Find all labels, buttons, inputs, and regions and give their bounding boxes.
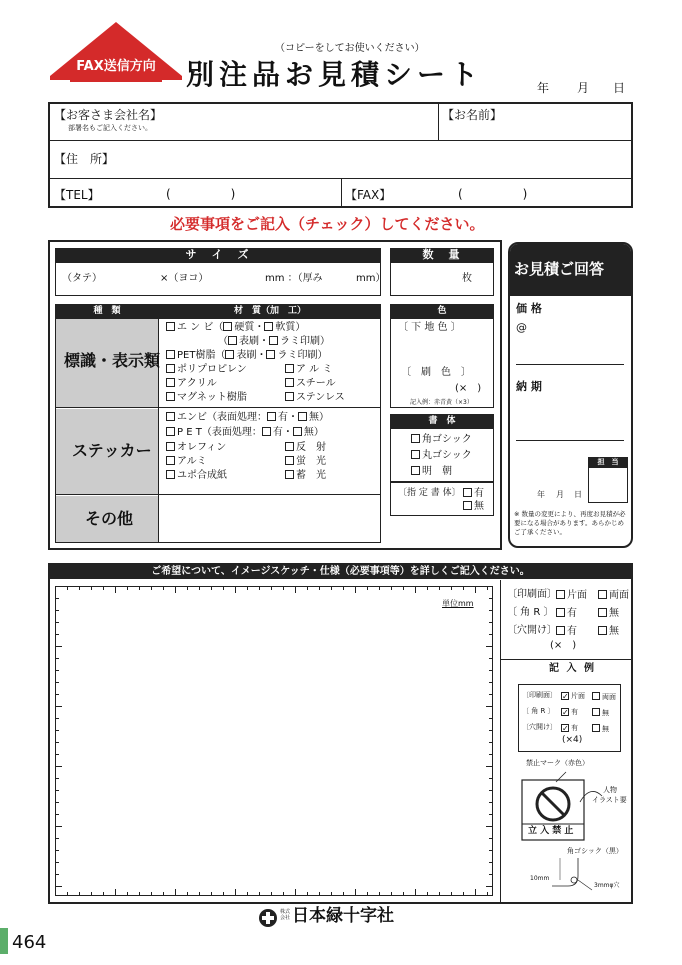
ruler-tick [235,586,236,593]
color-header: 色 [390,304,494,318]
fax-label: 【FAX】 [345,188,392,202]
ruler-tick [55,730,59,731]
page-number: 464 [12,932,47,953]
example-hole-yes: ✓ 有 [562,724,578,733]
unit-label: 単位mm [442,599,474,608]
ruler-tick [55,766,62,767]
option-corner-yes[interactable]: 有 [556,608,577,619]
sticker-reflective[interactable]: 反 射 [285,442,326,453]
required-note: 必要事項をご記入（チェック）してください。 [170,215,485,233]
ruler-tick [55,598,59,599]
ruler-tick [489,610,493,611]
sticker-enbi[interactable]: エンビ（表面処理： 有・ 無） [166,412,329,423]
ruler-tick [451,586,452,590]
ruler-tick [489,694,493,695]
tel-label: 【TEL】 [54,188,100,202]
ruler-tick [91,586,92,590]
row-sticker: ステッカー [72,441,152,460]
delivery-label: 納 期 [516,380,542,393]
ruler-tick [55,622,59,623]
ruler-tick [211,892,212,896]
gothic-note: 角ゴシック（黒） [567,847,623,855]
size-thickness: mm ：（厚み [265,273,323,284]
example-print-side: 〔印刷面〕 [522,691,557,699]
green-cross-logo [258,908,278,928]
ruler-tick [489,682,493,683]
illustration-note: イラスト要 [592,796,627,804]
ruler-tick [475,586,476,593]
ruler-tick [115,889,116,896]
print-side-option: 〔印刷面〕 [507,589,557,600]
ruler-tick [79,586,80,590]
ruler-tick [367,892,368,896]
ruler-tick [489,778,493,779]
ruler-tick [55,694,59,695]
ruler-tick [175,889,176,896]
page-title: 別注品お見積シート [186,58,484,91]
sticker-yupo[interactable]: ユポ合成紙 [166,470,227,481]
ban-mark-note: 禁止マーク（赤色） [526,759,589,767]
ruler-tick [489,874,493,875]
size-header: サ イ ズ [55,248,381,262]
ruler-tick [489,754,493,755]
other-field[interactable] [160,497,379,541]
quantity-unit: 枚 [462,273,472,284]
ruler-tick [489,814,493,815]
hole-count: (× ) [550,640,577,651]
material-enbi-print[interactable]: （ 表刷・ ラミ印刷） [218,336,330,347]
ruler-tick [139,892,140,896]
ruler-tick [489,742,493,743]
fax-paren: ( ) [458,187,534,201]
sticker-pet[interactable]: P E T（表面処理： 有・ 無） [166,427,324,438]
staff-stamp-box[interactable] [588,467,628,503]
material-header: 材 質（加 工） [159,304,381,318]
quantity-field-box[interactable] [390,262,494,296]
row-sign: 標識・表示類 [64,351,161,370]
ruler-tick [486,646,493,647]
page-tab [0,928,8,954]
option-hole-yes[interactable]: 有 [556,626,577,637]
ruler-tick [427,586,428,590]
specified-font-label: 〔指 定 書 体〕 [398,488,461,498]
material-steel[interactable]: スチール [285,378,336,389]
ruler-tick [489,862,493,863]
ruler-tick [331,586,332,590]
base-color-field[interactable] [395,336,489,360]
size-mm-close: mm） [356,273,386,284]
ruler-tick [403,586,404,590]
ruler-tick [79,892,80,896]
ruler-tick [355,889,356,896]
example-both-sides: 両面 [592,692,616,701]
sticker-fluorescent[interactable]: 蛍 光 [285,456,326,467]
ruler-tick [489,718,493,719]
print-color-example: 記入例：赤青黄（×3） [410,399,473,406]
ruler-tick [415,889,416,896]
date-month: 月 [577,81,590,95]
ruler-tick [259,586,260,590]
ruler-tick [489,598,493,599]
ruler-tick [91,892,92,896]
ruler-tick [127,892,128,896]
ruler-tick [489,622,493,623]
ruler-tick [235,889,236,896]
ruler-tick [55,886,62,887]
ruler-tick [391,586,392,590]
fax-field[interactable] [400,182,628,206]
ruler-tick [55,634,59,635]
ruler-tick [319,892,320,896]
ruler-tick [67,892,68,896]
ruler-tick [283,892,284,896]
ruler-tick [199,892,200,896]
print-color-x: (× ) [455,383,482,394]
ruler-tick [55,742,59,743]
estimate-note: ※ 数量の変更により、再度お見積が必要になる場合があります。あらかじめご了承ください。 [514,510,626,536]
ruler-tick [187,586,188,590]
ruler-tick [486,706,493,707]
material-stainless[interactable]: ステンレス [285,392,345,403]
quantity-header: 数 量 [390,248,494,262]
font-maru-gothic[interactable]: 丸ゴシック [411,450,472,461]
example-sign-sketch [518,768,628,850]
sketch-area[interactable] [55,586,493,896]
ruler-tick [103,892,104,896]
ruler-tick [379,586,380,590]
fax-badge-label: FAX送信方向 [76,59,156,74]
date-year: 年 [537,81,550,95]
example-one-side: ✓ 片面 [562,692,585,701]
ruler-tick [487,586,488,590]
ruler-tick [55,754,59,755]
sticker-olefin[interactable]: オレフィン [166,442,226,453]
ruler-tick [163,586,164,590]
font-mincho[interactable]: 明 朝 [411,466,452,477]
material-pp[interactable]: ポリプロピレン [166,364,247,375]
option-hole-no[interactable]: 無 [598,626,619,637]
ruler-tick [199,586,200,590]
ruler-tick [55,838,59,839]
material-aluminum[interactable]: ア ル ミ [285,364,332,375]
hole-option: 〔穴開け〕 [507,625,557,636]
ruler-tick [489,850,493,851]
ruler-tick [343,892,344,896]
ruler-tick [391,892,392,896]
print-color-label: 〔 刷 色 〕 [401,367,471,378]
ruler-tick [295,586,296,593]
ruler-tick [379,892,380,896]
ruler-tick [259,892,260,896]
company-logo: 日本緑十字社 [292,906,394,926]
ruler-tick [67,586,68,590]
dim-3mm-hole: 3mmφ穴 [594,882,620,889]
example-corner-no: 無 [592,708,609,717]
example-title: 記 入 例 [549,663,596,674]
ruler-tick [55,826,62,827]
company-prefix: 株式会社 [280,909,291,921]
ruler-tick [55,862,59,863]
ruler-tick [489,730,493,731]
ruler-tick [151,892,152,896]
ruler-tick [427,892,428,896]
ruler-tick [415,586,416,593]
ruler-tick [367,586,368,590]
example-dimension-sketch [548,856,628,896]
option-both-sides[interactable]: 両面 [598,590,629,601]
ruler-tick [307,586,308,590]
ruler-tick [55,814,59,815]
reply-day: 日 [574,490,582,499]
ruler-tick [487,892,488,896]
company-label: 【お客さま会社名】 [54,108,163,122]
address-label: 【住 所】 [54,152,115,166]
person-note: 人物 [603,786,617,794]
ruler-tick [486,766,493,767]
ruler-tick [486,826,493,827]
ruler-tick [489,658,493,659]
ruler-tick [55,802,59,803]
corner-r-option: 〔 角 R 〕 [507,607,554,618]
example-hole: 〔穴開け〕 [522,723,557,731]
name-field[interactable] [505,108,627,136]
ruler-tick [55,646,62,647]
ruler-tick [355,586,356,593]
ruler-tick [319,586,320,590]
sticker-luminous[interactable]: 蓄 光 [285,470,326,481]
ruler-tick [489,838,493,839]
ruler-tick [127,586,128,590]
ruler-tick [489,670,493,671]
ruler-tick [55,874,59,875]
reply-year: 年 [537,490,545,499]
example-corner-r: 〔 角 R 〕 [522,707,555,715]
example-sign-text: 立 入 禁 止 [528,826,574,836]
sticker-aluminum[interactable]: アルミ [166,456,207,467]
price-label: 価 格 [516,302,542,315]
dim-10mm: 10mm [530,875,550,882]
ruler-tick [403,892,404,896]
ruler-tick [475,889,476,896]
example-corner-yes: ✓ 有 [562,708,578,717]
material-magnet[interactable]: マグネット樹脂 [166,392,247,403]
ruler-tick [55,850,59,851]
ruler-tick [55,706,62,707]
ruler-tick [295,889,296,896]
specified-font-yes[interactable]: 有 [463,488,484,499]
ruler-tick [187,892,188,896]
ruler-tick [463,586,464,590]
ruler-tick [55,682,59,683]
ruler-tick [115,586,116,593]
name-label: 【お名前】 [442,108,503,122]
company-note: 部署名もご記入ください。 [68,124,152,132]
ruler-tick [55,790,59,791]
material-pet[interactable]: PET樹脂（ 表刷・ ラミ印刷） [166,350,327,361]
ruler-tick [343,586,344,590]
size-tate: （タテ） [62,273,102,284]
sketch-header: ご希望について、イメージスケッチ・仕様（必要事項等）を詳しくご記入ください。 [49,564,632,579]
ruler-tick [55,718,59,719]
ruler-tick [271,586,272,590]
ruler-tick [223,892,224,896]
ruler-tick [223,586,224,590]
ruler-tick [55,670,59,671]
row-other: その他 [85,509,134,528]
ruler-tick [247,586,248,590]
ruler-tick [103,586,104,590]
tel-field[interactable] [100,182,336,206]
ruler-tick [151,586,152,590]
ruler-tick [211,586,212,590]
date-day: 日 [613,81,626,95]
font-header: 書 体 [390,414,494,428]
example-hole-count: (×4) [562,735,583,745]
specified-font-no[interactable]: 無 [463,501,484,512]
ruler-tick [271,892,272,896]
ruler-tick [451,892,452,896]
ruler-tick [283,586,284,590]
staff-label: 担 当 [588,457,628,467]
example-hole-no: 無 [592,724,609,733]
ruler-tick [307,892,308,896]
material-acrylic[interactable]: アクリル [166,378,217,389]
base-color-label: 〔 下 地 色 〕 [398,322,461,333]
ruler-tick [489,802,493,803]
ruler-tick [247,892,248,896]
ruler-tick [439,586,440,590]
font-kaku-gothic[interactable]: 角ゴシック [411,434,472,445]
address-field[interactable] [120,146,625,174]
ruler-tick [489,790,493,791]
ruler-tick [175,586,176,593]
ruler-tick [489,634,493,635]
ruler-tick [139,586,140,590]
ruler-tick [439,892,440,896]
ruler-tick [163,892,164,896]
ruler-tick [463,892,464,896]
ruler-tick [55,778,59,779]
ruler-tick [486,886,493,887]
estimate-title: お見積ご回答 [514,260,605,278]
option-corner-no[interactable]: 無 [598,608,619,619]
option-one-side[interactable]: 片面 [556,590,587,601]
copy-note: （コピーをしてお使いください） [275,43,425,54]
type-header: 種 類 [55,304,159,318]
ruler-tick [55,610,59,611]
material-enbi[interactable]: エ ン ビ（ 硬質・ 軟質） [166,322,305,333]
tel-paren: ( ) [166,187,242,201]
size-yoko: ×（ヨコ） [160,273,209,284]
ruler-tick [331,892,332,896]
size-field-box[interactable] [55,262,381,296]
company-field[interactable] [175,110,433,136]
reply-month: 月 [556,490,564,499]
price-at: @ [516,321,527,334]
ruler-tick [55,658,59,659]
